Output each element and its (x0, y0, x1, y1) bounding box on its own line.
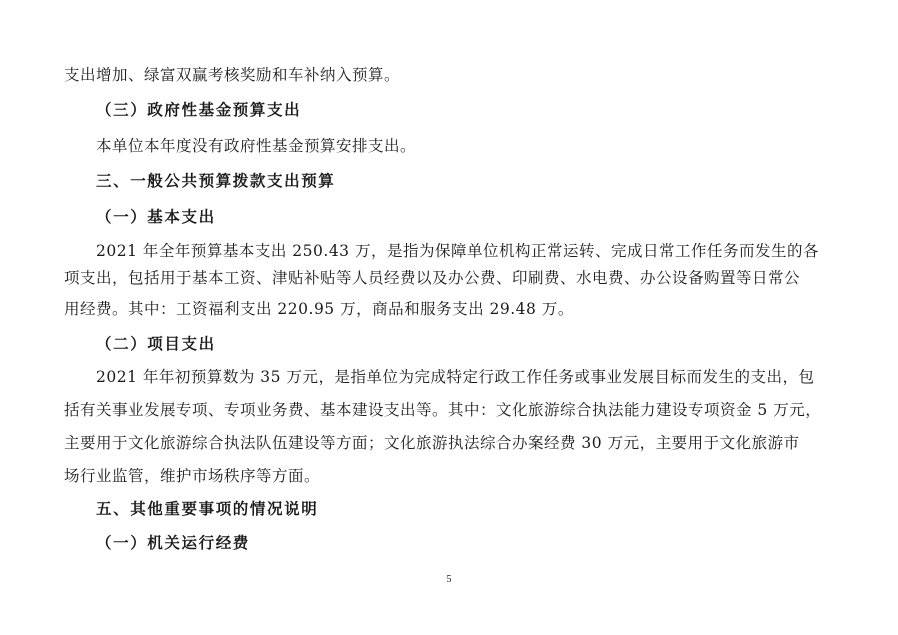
subsection-heading: （二）项目支出 (96, 335, 216, 353)
body-text-line: 2021 年年初预算数为 35 万元，是指单位为完成特定行政工作任务或事业发展目标而发生的支出，包 (96, 368, 815, 386)
subsection-heading: （一）基本支出 (96, 208, 216, 226)
page-number: 5 (446, 574, 452, 585)
body-text-line: 支出增加、绿富双赢考核奖励和车补纳入预算。 (64, 66, 401, 84)
body-text-line: 本单位本年度没有政府性基金预算安排支出。 (96, 137, 417, 155)
body-text-line: 2021 年全年预算基本支出 250.43 万，是指为保障单位机构正常运转、完成日常工作任务而发生的各 (96, 242, 819, 260)
subsection-heading: （一）机关运行经费 (96, 534, 250, 552)
body-text-line: 括有关事业发展专项、专项业务费、基本建设支出等。其中：文化旅游综合执法能力建设专项资金 5 万元， (64, 401, 822, 419)
section-heading: 五、其他重要事项的情况说明 (96, 500, 319, 518)
body-text-line: 场行业监管，维护市场秩序等方面。 (64, 467, 321, 485)
body-text-line: 主要用于文化旅游综合执法队伍建设等方面；文化旅游执法综合办案经费 30 万元，主要用于文化旅游市 (64, 434, 800, 452)
section-heading: 三、一般公共预算拨款支出预算 (96, 172, 336, 190)
body-text-line: 项支出，包括用于基本工资、津贴补贴等人员经费以及办公费、印刷费、水电费、办公设备购置等日常公 (64, 269, 801, 287)
subsection-heading: （三）政府性基金预算支出 (96, 101, 302, 119)
body-text-line: 用经费。其中：工资福利支出 220.95 万，商品和服务支出 29.48 万。 (64, 300, 574, 318)
